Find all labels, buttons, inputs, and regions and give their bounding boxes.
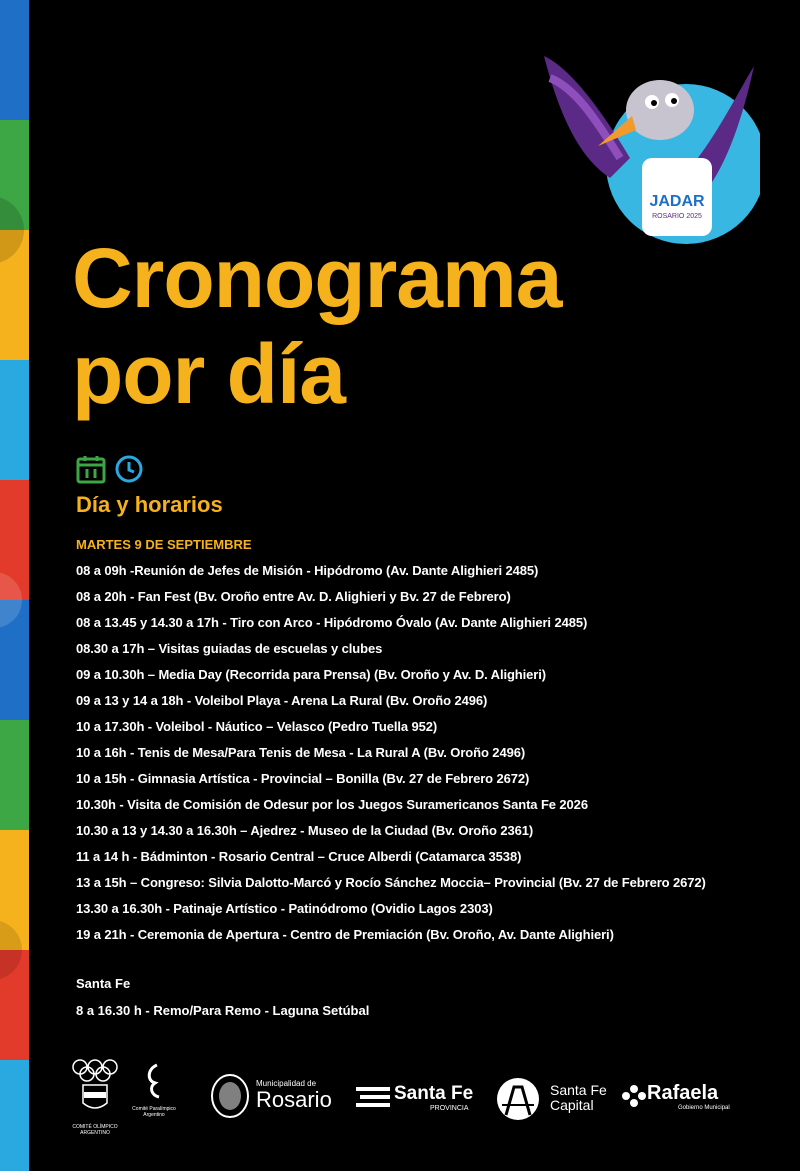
- rafaela-text: Rafaela: [647, 1082, 719, 1104]
- schedule-item: 10.30 a 13 y 14.30 a 16.30h – Ajedrez - Museo de la Ciudad (Bv. Oroño 2361): [76, 823, 534, 838]
- santa-fe-heading: Santa Fe: [76, 976, 131, 991]
- sponsor-logos: [70, 1055, 790, 1135]
- schedule-item: 13 a 15h – Congreso: Silvia Dalotto-Marcó y Rocío Sánchez Moccia– Provincial (Bv. 27 de Febrero 2672): [76, 875, 706, 890]
- section-icons: [76, 454, 144, 489]
- santa-fe-province-subtext: PROVINCIA: [430, 1105, 469, 1112]
- rosario-crest-icon: [210, 1073, 250, 1124]
- page-title: [72, 230, 561, 422]
- santa-fe-capital-text: [550, 1083, 607, 1113]
- schedule-item: 13.30 a 16.30h - Patinaje Artístico - Patinódromo (Ovidio Lagos 2303): [76, 901, 493, 916]
- schedule-item: 09 a 10.30h – Media Day (Recorrida para Prensa) (Bv. Oroño y Av. D. Alighieri): [76, 667, 546, 682]
- schedule-item: 08.30 a 17h – Visitas guiadas de escuelas y clubes: [76, 641, 383, 656]
- santa-fe-capital-line2: Capital: [550, 1097, 594, 1113]
- schedule-item: 08 a 20h - Fan Fest (Bv. Oroño entre Av. D. Alighieri y Bv. 27 de Febrero): [76, 589, 511, 604]
- section-subtitle: Día y horarios: [76, 492, 223, 517]
- calendar-icon: [76, 454, 106, 489]
- rosario-logo: [256, 1079, 332, 1112]
- santa-fe-province-text: Santa Fe: [394, 1083, 474, 1104]
- schedule-item: 10 a 16h - Tenis de Mesa/Para Tenis de Mesa - La Rural A (Bv. Oroño 2496): [76, 745, 526, 760]
- rosario-small-text: Municipalidad de: [256, 1079, 317, 1088]
- schedule-item: 10 a 17.30h - Voleibol - Náutico – Velasco (Pedro Tuella 952): [76, 719, 438, 734]
- mascot-illustration: [540, 48, 760, 248]
- rosario-big-text: Rosario: [256, 1087, 332, 1112]
- schedule-item: 10 a 15h - Gimnasia Artística - Provincial – Bonilla (Bv. 27 de Febrero 2672): [76, 771, 530, 786]
- day-label: MARTES 9 DE SEPTIEMBRE: [76, 537, 252, 552]
- rafaela-flower-icon: [622, 1085, 646, 1107]
- santa-fe-stripes-icon: [356, 1085, 390, 1109]
- schedule-item: 09 a 13 y 14 a 18h - Voleibol Playa - Arena La Rural (Bv. Oroño 2496): [76, 693, 488, 708]
- schedule-item: 19 a 21h - Ceremonia de Apertura - Centro de Premiación (Bv. Oroño, Av. Dante Alighieri): [76, 927, 614, 942]
- decorative-stripe: [0, 0, 29, 1171]
- santa-fe-capital-logo: [494, 1077, 607, 1126]
- title-line-1: Cronograma: [72, 231, 562, 325]
- rafaela-subtext: Gobierno Municipal: [678, 1105, 730, 1111]
- santa-fe-capital-icon: [494, 1077, 542, 1121]
- schedule-item: 10.30h - Visita de Comisión de Odesur por los Juegos Suramericanos Santa Fe 2026: [76, 797, 588, 812]
- clock-icon: [114, 454, 144, 489]
- title-line-2: por día: [72, 327, 346, 421]
- schedule-item: 8 a 16.30 h - Remo/Para Remo - Laguna Setúbal: [76, 1003, 370, 1018]
- schedule-item: 08 a 13.45 y 14.30 a 17h - Tiro con Arco - Hipódromo Óvalo (Av. Dante Alighieri 2485): [76, 615, 588, 630]
- coa-text: COMITÉ OLÍMPICO ARGENTINO: [72, 1124, 118, 1136]
- schedule-item: 11 a 14 h - Bádminton - Rosario Central – Cruce Alberdi (Catamarca 3538): [76, 849, 522, 864]
- mascot-shirt-text: JADAR: [649, 193, 705, 210]
- schedule-list: [76, 558, 706, 948]
- cpa-logo: [132, 1061, 176, 1118]
- schedule-item: 08 a 09h -Reunión de Jefes de Misión - Hipódromo (Av. Dante Alighieri 2485): [76, 563, 539, 578]
- mascot-shirt-subtext: ROSARIO 2025: [652, 213, 702, 220]
- coa-logo: [70, 1057, 120, 1136]
- cpa-text: Comité Paralímpico Argentino: [132, 1106, 176, 1118]
- santa-fe-schedule-list: [76, 998, 369, 1024]
- santa-fe-capital-line1: Santa Fe: [550, 1082, 607, 1098]
